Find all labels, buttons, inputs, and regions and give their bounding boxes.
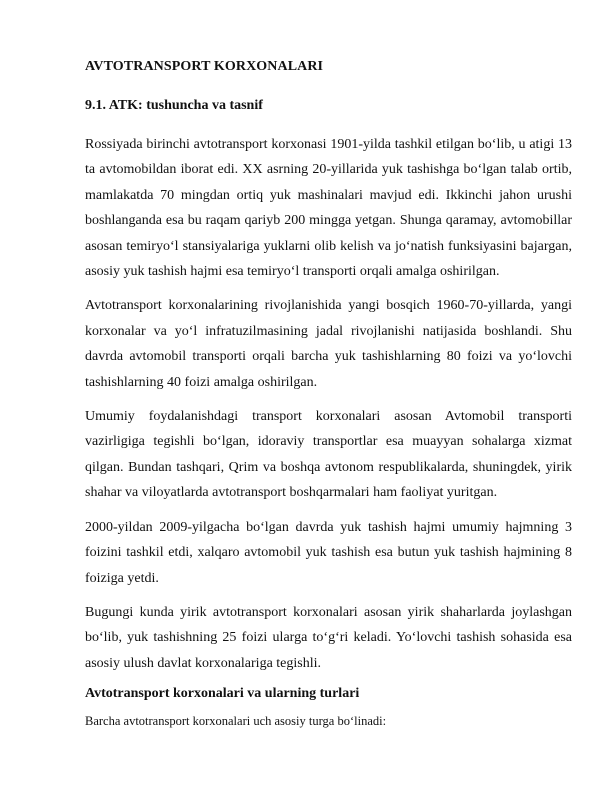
document-title: AVTOTRANSPORT KORXONALARI — [85, 59, 324, 74]
closing-line: Barcha avtotransport korxonalari uch asosiy turga bo‘linadi: — [85, 714, 387, 729]
section-heading: Avtotransport korxonalari va ularning turlari — [85, 686, 360, 702]
paragraph-development: Avtotransport korxonalarining rivojlanishida yangi bosqich 1960-70-yillarda, yangi korxonalar va yo‘l infratuzilmasining jadal rivojlanishi natijasida boshlandi. Shu davrda avtomobil transporti orqali barcha yuk tashishlarning 80 foizi va yo‘lovchi tashishlarning 40 foizi amalga oshirilgan. — [85, 298, 572, 390]
paragraph-ownership: Umumiy foydalanishdagi transport korxonalari asosan Avtomobil transporti vazirligiga tegishli bo‘lgan, idoraviy transportlar esa muayyan sohalarga xizmat qilgan. Bundan tashqari, Qrim va boshqa avtonom respublikalarda, shuningdek, yirik shahar va viloyatlarda avtotransport boshqarmalari ham faoliyat yuritgan. — [85, 409, 572, 501]
paragraph-today: Bugungi kunda yirik avtotransport korxonalari asosan yirik shaharlarda joylashgan bo‘lib, yuk tashishning 25 foizi ularga to‘g‘ri keladi. Yo‘lovchi tashish sohasida esa asosiy ulush davlat korxonalariga tegishli. — [85, 604, 572, 671]
document-page — [85, 58, 572, 729]
section-subtitle: 9.1. ATK: tushuncha va tasnif — [85, 98, 263, 113]
paragraph-volume: 2000-yildan 2009-yilgacha bo‘lgan davrda yuk tashish hajmi umumiy hajmning 3 foizini tashkil etdi, xalqaro avtomobil yuk tashish esa butun yuk tashish hajmining 8 foiziga yetdi. — [85, 519, 572, 586]
paragraph-history: Rossiyada birinchi avtotransport korxonasi 1901-yilda tashkil etilgan bo‘lib, u atigi 13 ta avtomobildan iborat edi. XX asrning 20-yillarida yuk tashishga bo‘lgan talab ortib, mamlakatda 70 mingdan ortiq yuk mashinalari mavjud edi. Ikkinchi jahon urushi boshlanganda esa bu raqam qariyb 200 mingga yetgan. Shunga qaramay, avtomobillar asosan temiryo‘l stansiyalariga yuklarni olib kelish va jo‘natish funksiyasini bajargan, asosiy yuk tashish hajmi esa temiryo‘l transporti orqali amalga oshirilgan. — [85, 137, 572, 280]
